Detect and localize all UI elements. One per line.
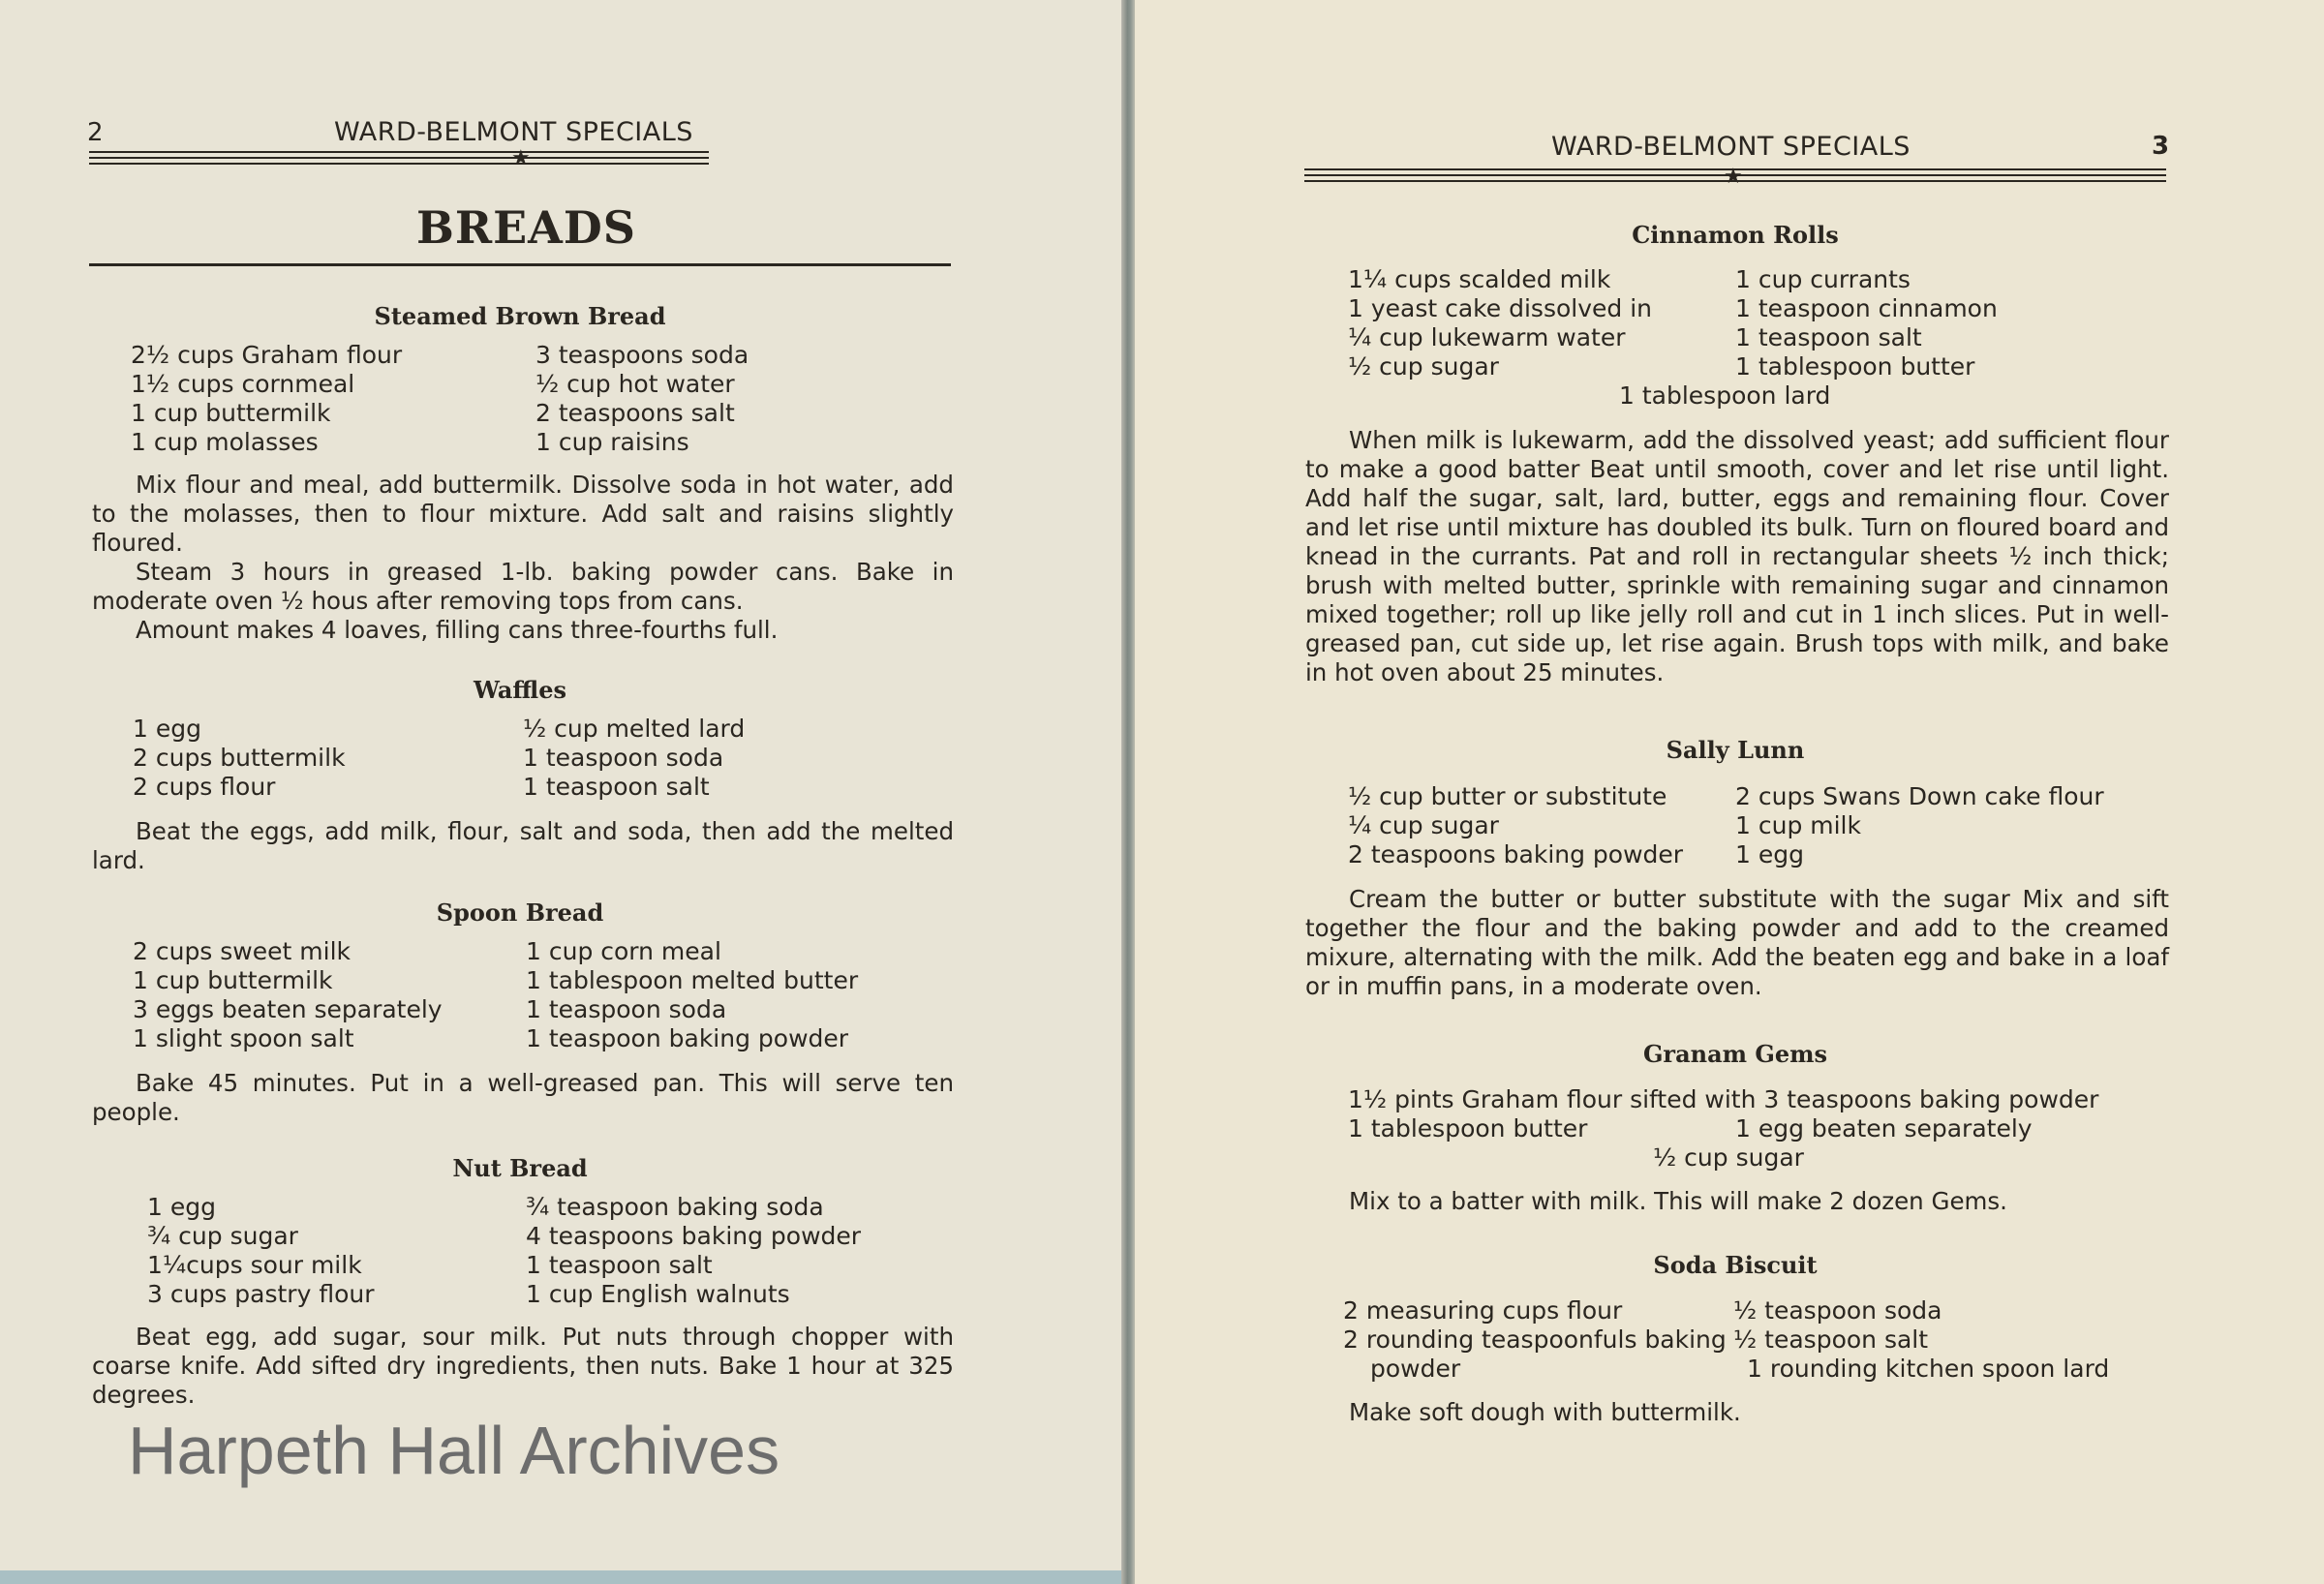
recipe-title: Waffles	[474, 676, 566, 704]
recipe-title: Soda Biscuit	[1653, 1251, 1818, 1279]
recipe-instructions: Cream the butter or butter substitute with the sugar Mix and sift together the flour and the baking powder and add to the creamed mixure, alternating with the milk. Add the beaten egg and bake in a loaf or in muffin pans, in a moderate oven.	[1305, 885, 2169, 1000]
ingredient-column: ½ cup melted lard 1 teaspoon soda 1 teaspoon salt	[523, 715, 746, 801]
page-number: 2	[87, 118, 104, 147]
recipe-instructions: Beat the eggs, add milk, flour, salt and soda, then add the melted lard.	[92, 817, 954, 874]
ingredient-column: 1 egg beaten separately	[1735, 1114, 2033, 1142]
ingredient-line: 1½ pints Graham flour sifted with 3 teaspoons baking powder	[1348, 1085, 2099, 1113]
ingredient-column: 1 cup corn meal 1 tablespoon melted butter 1 teaspoon soda 1 teaspoon baking powder	[526, 937, 859, 1052]
recipe-instructions: Make soft dough with buttermilk.	[1349, 1398, 1741, 1426]
star-ornament-icon: ★	[1724, 165, 1743, 189]
recipe-instructions: When milk is lukewarm, add the dissolved yeast; add sufficient flour to make a good batter Beat until smooth, cover and let rise until light. Add half the sugar, salt, lard, butter, eggs and remaining flour. Cover and let rise until mixture has doubled its bulk. Turn on floured board and knead in the currants. Pat and roll in rectangular sheets ½ inch thick; brush with melted butter, sprinkle with remaining sugar and cinnamon mixed together; roll up like jelly roll and cut in 1 inch slices. Put in well-greased pan, cut side up, let rise again. Brush tops with milk, and bake in hot oven about 25 minutes.	[1305, 426, 2169, 686]
recipe-instructions: Bake 45 minutes. Put in a well-greased pan. This will serve ten people.	[92, 1069, 954, 1126]
recipe-instructions: Mix flour and meal, add buttermilk. Dissolve soda in hot water, add to the molasses, then to flour mixture. Add salt and raisins slightly floured. Steam 3 hours in greased 1-lb. baking powder cans. Bake in moderate oven ½ hous after removing tops from cans. Amount makes 4 loaves, filling cans three-fourths full.	[92, 471, 954, 644]
ingredient-line: 1 tablespoon lard	[1619, 381, 1831, 410]
star-ornament-icon: ★	[511, 146, 531, 170]
ingredient-column: ½ teaspoon soda ½ teaspoon salt 1 rounding kitchen spoon lard	[1733, 1296, 2110, 1383]
running-head: WARD-BELMONT SPECIALS	[1551, 132, 1911, 162]
page-number: 3	[2152, 132, 2170, 161]
recipe-title: Steamed Brown Bread	[374, 302, 666, 330]
ingredient-line: ½ cup sugar	[1653, 1143, 1804, 1172]
archive-watermark: Harpeth Hall Archives	[128, 1413, 780, 1488]
recipe-title: Cinnamon Rolls	[1632, 221, 1839, 249]
ingredient-column: 1 egg 2 cups buttermilk 2 cups flour	[133, 715, 346, 801]
recipe-instructions: Mix to a batter with milk. This will make 2 dozen Gems.	[1349, 1187, 2007, 1215]
recipe-instructions: Beat egg, add sugar, sour milk. Put nuts through chopper with coarse knife. Add sifted dry ingredients, then nuts. Bake 1 hour at 325 degrees.	[92, 1323, 954, 1409]
right-page	[1135, 0, 2324, 1584]
ingredient-column: 1 egg ¾ cup sugar 1¼cups sour milk 3 cups pastry flour	[147, 1193, 375, 1308]
recipe-title: Spoon Bread	[436, 899, 604, 927]
ingredient-column: 1 tablespoon butter	[1348, 1114, 1588, 1142]
recipe-title: Sally Lunn	[1666, 736, 1805, 764]
running-head: WARD-BELMONT SPECIALS	[334, 117, 693, 147]
ingredient-column: 3 teaspoons soda ½ cup hot water 2 teaspoons salt 1 cup raisins	[535, 341, 749, 456]
left-page	[0, 0, 1125, 1584]
ingredient-column: 1 cup currants 1 teaspoon cinnamon 1 teaspoon salt 1 tablespoon butter	[1735, 265, 1998, 381]
ingredient-column: 2 cups Swans Down cake flour 1 cup milk 1 egg	[1735, 782, 2104, 868]
section-title: BREADS	[416, 201, 636, 254]
ingredient-column: 2 measuring cups flour 2 rounding teaspoonfuls baking powder	[1343, 1296, 1727, 1383]
ingredient-column: 2 cups sweet milk 1 cup buttermilk 3 eggs beaten separately 1 slight spoon salt	[133, 937, 443, 1052]
recipe-title: Granam Gems	[1642, 1040, 1828, 1068]
ingredient-column: ¾ teaspoon baking soda 4 teaspoons baking powder 1 teaspoon salt 1 cup English walnuts	[526, 1193, 862, 1308]
ingredient-column: ½ cup butter or substitute ¼ cup sugar 2 teaspoons baking powder	[1348, 782, 1684, 868]
ingredient-column: 1¼ cups scalded milk 1 yeast cake dissolved in ¼ cup lukewarm water ½ cup sugar	[1348, 265, 1652, 381]
recipe-title: Nut Bread	[452, 1154, 588, 1182]
ingredient-column: 2½ cups Graham flour 1½ cups cornmeal 1 cup buttermilk 1 cup molasses	[131, 341, 403, 456]
